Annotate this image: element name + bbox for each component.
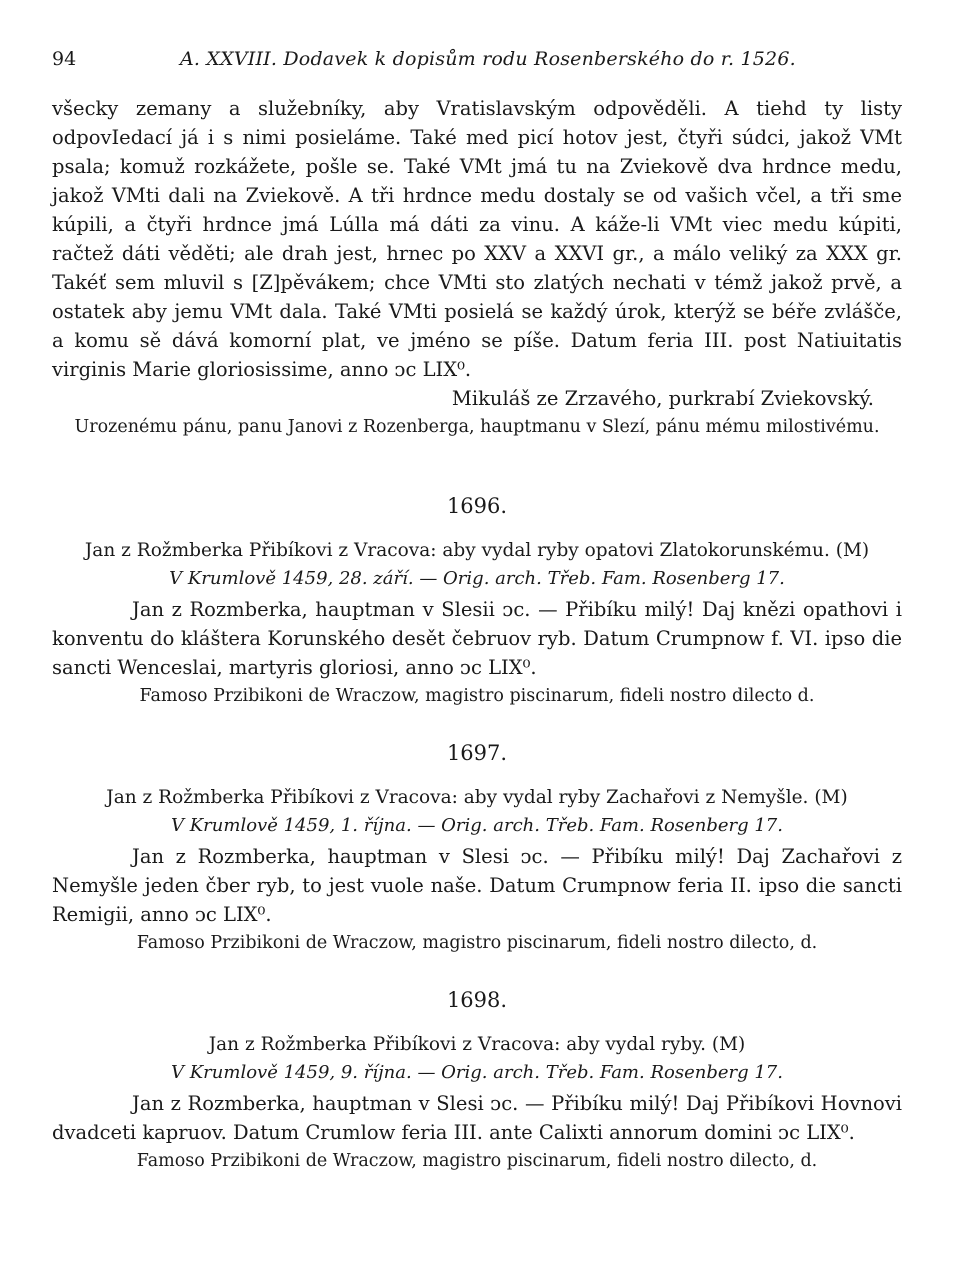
document-address: Famoso Przibikoni de Wraczow, magistro piscinarum, fideli nostro dilecto d. <box>139 686 815 706</box>
document-regest: Jan z Rožmberka Přibíkovi z Vracova: aby vydal ryby. (M) <box>208 1034 746 1055</box>
document-address: Famoso Przibikoni de Wraczow, magistro piscinarum, fideli nostro dilecto, d. <box>136 933 818 953</box>
letter-address: Urozenému pánu, panu Janovi z Rozenberga, hauptmanu v Slezí, pánu mému milostivému. <box>74 417 880 437</box>
running-head <box>52 40 902 70</box>
document-1696 <box>52 491 902 710</box>
letter-body: všecky zemany a služebníky, aby Vratislavským odpověděli. A tiehd ty listy odpovIedací já i s nimi posieláme. Také med picí hotov jest, čtyři súdci, jakož VMt psala; komuž rozkážete, pošle se. Také VMt jmá tu na Zviekově dva hrdnce medu, jakož VMti dali na Zviekově. A tři hrdnce medu dostaly se od vašich včel, a tři sme kúpili, a čtyři hrdnce jmá Lúlla má dáti za vinu. A káže-li VMt viec medu kúpiti, račtež dáti věděti; ale drah jest, hrnec po XXV a XXVI gr., a málo veliký za XXX gr. Takéť sem mluvil s [Z]pěvákem; chce VMti sto zlatých nechati v témž jakož prvě, a ostatek aby jemu VMt dala. Také VMti posielá se každý úrok, kterýž se béře zvláščе, a komu sě dává komorní plat, ve jméno se píše. Datum feria III. post Natiuitatis virginis Marie gloriosissime, anno ᴐc LIX⁰. <box>52 97 902 381</box>
document-1697 <box>52 738 902 957</box>
document-source: V Krumlově 1459, 28. září. — Orig. arch. Třeb. Fam. Rosenberg 17. <box>169 568 785 589</box>
page <box>52 40 902 1175</box>
document-body: Jan z Rozmberka, hauptman v Slesi ᴐc. — Přibíku milý! Daj Zachařovi z Nemyšle jeden čber ryb, to jest vuole naše. Datum Crumpnow feria II. ipso die sancti Remigii, anno ᴐc LIX⁰. <box>52 845 902 926</box>
document-number: 1697. <box>446 741 508 765</box>
document-source: V Krumlově 1459, 1. října. — Orig. arch. Třeb. Fam. Rosenberg 17. <box>171 815 783 836</box>
document-number: 1696. <box>446 494 508 518</box>
document-body: Jan z Rozmberka, hauptman v Slesi ᴐc. — Přibíku milý! Daj Přibíkovi Hovnovi dvadceti kapruov. Datum Crumlow feria III. ante Calixti annorum domini ᴐc LIX⁰. <box>52 1092 902 1144</box>
letter-signature: Mikuláš ze Zrzavého, purkrabí Zviekovský. <box>451 387 874 410</box>
document-regest: Jan z Rožmberka Přibíkovi z Vracova: aby vydal ryby opatovi Zlatokorunskému. (M) <box>84 540 870 561</box>
document-regest: Jan z Rožmberka Přibíkovi z Vracova: aby vydal ryby Zachařovi z Nemyšle. (M) <box>106 787 848 808</box>
document-number: 1698. <box>446 988 508 1012</box>
header-title: A. XXVIII. Dodavek k dopisům rodu Rosenberského do r. 1526. <box>180 48 796 70</box>
document-body: Jan z Rozmberka, hauptman v Slesii ᴐc. — Přibíku milý! Daj knězi opathovi i konventu do kláštera Korunského desět čebruov ryb. Datum Crumpnow f. VI. ipso die sancti Wenceslai, martyris gloriosi, anno ᴐc LIX⁰. <box>52 598 902 679</box>
document-1698 <box>52 985 902 1175</box>
document-source: V Krumlově 1459, 9. října. — Orig. arch. Třeb. Fam. Rosenberg 17. <box>171 1062 783 1083</box>
page-number: 94 <box>52 48 77 70</box>
document-address: Famoso Przibikoni de Wraczow, magistro piscinarum, fideli nostro dilecto, d. <box>136 1151 818 1171</box>
continued-letter <box>52 94 902 441</box>
